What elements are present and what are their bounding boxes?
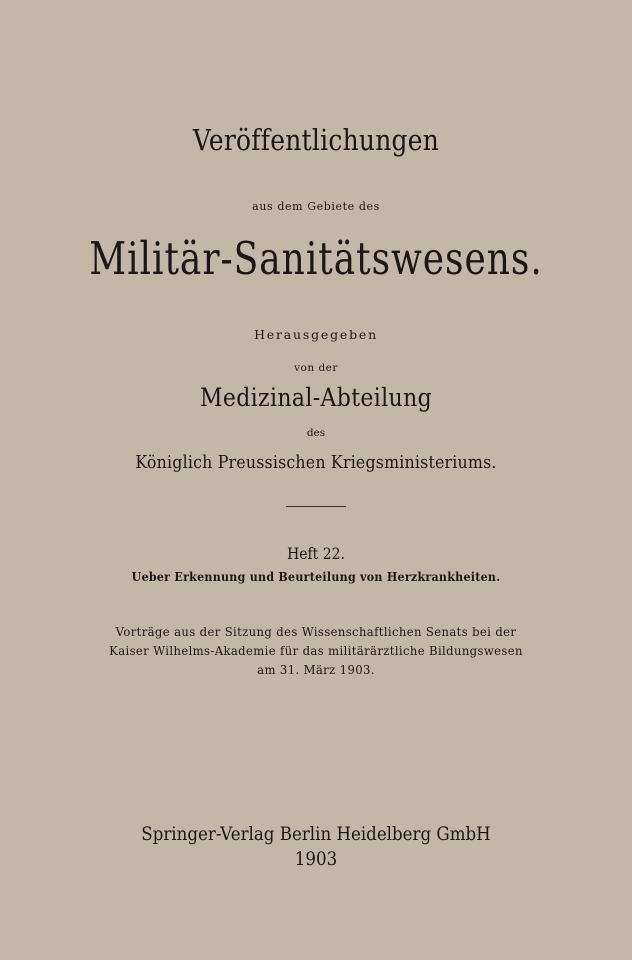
main-title: Militär-Sanitätswesens. xyxy=(89,232,543,285)
department-of: des xyxy=(306,427,326,439)
editor-label: Herausgegeben xyxy=(254,327,378,342)
series-title: Veröffentlichungen xyxy=(192,123,440,157)
description-line: am 31. März 1903. xyxy=(257,662,375,677)
department-name: Medizinal-Abteilung xyxy=(199,383,433,412)
series-subtitle: aus dem Gebiete des xyxy=(252,200,380,213)
editor-prefix: von der xyxy=(294,362,338,374)
ministry-name: Königlich Preussischen Kriegsministeriums. xyxy=(135,452,497,473)
divider-rule xyxy=(286,506,346,507)
publication-year: 1903 xyxy=(294,849,338,870)
issue-number: Heft 22. xyxy=(287,545,345,563)
description-line: Kaiser Wilhelms-Akademie für das militärärztliche Bildungswesen xyxy=(109,643,523,658)
issue-subject: Ueber Erkennung und Beurteilung von Herzkrankheiten. xyxy=(131,570,501,584)
description-line: Vorträge aus der Sitzung des Wissenschaftlichen Senats bei der xyxy=(115,624,517,639)
publisher: Springer-Verlag Berlin Heidelberg GmbH xyxy=(141,824,491,845)
